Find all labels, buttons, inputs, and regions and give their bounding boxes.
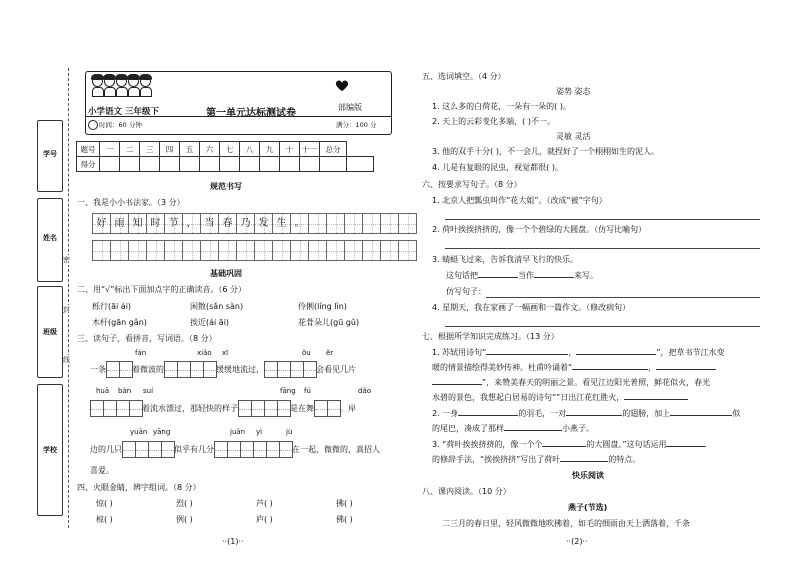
q5-words-1: 姿势 姿态 [556, 87, 591, 96]
q3-line3 [90, 441, 380, 458]
answer-line[interactable] [445, 248, 760, 249]
score-head: 八 [240, 142, 260, 157]
pinyin: suí [143, 387, 154, 395]
edition-label: 部编版 [338, 103, 362, 112]
blank[interactable] [572, 369, 648, 370]
answer-box[interactable] [290, 361, 304, 378]
q7-text: 的修辞手法，“挨挨挤挤”写出了荷叶 [432, 455, 561, 464]
clock-icon [88, 120, 98, 130]
section-kuaile: 快乐阅读 [572, 471, 604, 480]
full-score-label: 满分：100 分 [336, 121, 377, 129]
char-cell [128, 213, 147, 234]
q5-title: 五、选词填空。（4 分） [422, 72, 506, 81]
answer-box[interactable] [135, 441, 149, 458]
q4-title: 四、火眼金睛，辨字组词。（8 分） [77, 483, 201, 492]
char: 发 [258, 218, 269, 229]
q7-text: 1. 苏轼用诗句“ [432, 348, 487, 357]
q7-text: ”，把草书节江水变 [656, 348, 725, 357]
char-cell [92, 213, 111, 234]
char: 时 [150, 218, 161, 229]
char: 当 [204, 218, 215, 229]
q3-text: 一条 [90, 365, 106, 374]
score-cell[interactable] [140, 157, 160, 172]
class-box [37, 286, 63, 378]
q6-item: 1. 北京人把瓢虫叫作“花大姐”。（改成“被”字句） [432, 196, 607, 205]
q3-text: 缓缓地流过， [216, 365, 264, 374]
q7-title: 七、根据所学知识完成练习。（13 分） [422, 332, 559, 341]
answer-box[interactable] [190, 361, 204, 378]
char-cell [164, 213, 183, 234]
practice-grid[interactable] [92, 240, 416, 261]
q6-item: 3. 蜻蜓飞过来，告诉我清早飞行的快乐。 [432, 255, 579, 264]
char: ， [186, 218, 197, 229]
q3-text: 在一起，微微的，真招人 [292, 445, 380, 454]
blank[interactable] [576, 354, 656, 355]
char: 节 [168, 218, 179, 229]
q7-text: 3. “荷叶挨挨挤挤的，像一个个 [432, 440, 543, 449]
blank[interactable] [458, 415, 518, 416]
blank[interactable] [560, 461, 608, 462]
q6-3-text: 当作 [518, 271, 534, 280]
blank[interactable] [432, 384, 482, 385]
answer-box[interactable] [277, 400, 291, 417]
pinyin: dǎo [358, 387, 372, 395]
answer-box[interactable] [327, 400, 341, 417]
q7-text: 2. 一身 [432, 409, 459, 418]
answer-box[interactable] [264, 361, 278, 378]
score-head: 五 [180, 142, 200, 157]
char: 雨 [114, 218, 125, 229]
calligraphy-grid [92, 213, 416, 234]
reading-text: 二三月的春日里，轻风微微地吹拂着，如毛的细雨由天上洒落着，千条 [442, 519, 690, 528]
answer-box[interactable] [103, 400, 117, 417]
blank[interactable] [478, 277, 518, 278]
name-label: 姓名 [43, 234, 57, 242]
blank[interactable] [670, 415, 732, 416]
q7-1-line1: 1. 苏轼用诗句“ ， ”，把草书节江水变 [432, 348, 725, 357]
seal-char-xian: 线 [63, 356, 70, 364]
pinyin: yuān [130, 428, 148, 436]
q6-3-fill [446, 270, 598, 281]
q3-text: 着流水漂过，那轻快的样子 [142, 404, 238, 413]
answer-box[interactable] [164, 361, 178, 378]
score-cell[interactable] [220, 157, 240, 172]
q7-3-line2 [432, 454, 640, 465]
heart-icon [335, 79, 349, 92]
q4-item[interactable]: 庐( ) [256, 515, 273, 524]
answer-box[interactable] [148, 441, 162, 458]
pinyin: fán [135, 349, 147, 357]
score-head: 十一 [300, 142, 320, 157]
q7-1-line4 [432, 392, 688, 403]
score-row-label: 得分 [77, 157, 100, 172]
q6-3-text: 这句话把 [446, 271, 478, 280]
score-head: 六 [200, 142, 220, 157]
answer-box[interactable] [266, 441, 280, 458]
seal-char-feng: 封 [63, 306, 70, 314]
score-head: 九 [260, 142, 280, 157]
q7-text: 似 [732, 409, 741, 418]
blank[interactable] [566, 415, 622, 416]
pinyin: fú [304, 387, 311, 395]
blank[interactable] [624, 399, 688, 400]
answer-box[interactable] [177, 361, 191, 378]
pinyin: yāng [153, 428, 171, 436]
score-head: 四 [160, 142, 180, 157]
char-cell [110, 213, 129, 234]
answer-box[interactable] [90, 400, 104, 417]
answer-box[interactable] [279, 441, 293, 458]
score-head: 一 [100, 142, 120, 157]
q3-text: 会看见几片 [316, 365, 356, 374]
score-cell[interactable] [180, 157, 200, 172]
section-jichu: 基础巩固 [210, 269, 242, 278]
score-cell[interactable] [280, 157, 300, 172]
q4-item[interactable]: 烈( ) [176, 499, 193, 508]
class-label: 班级 [43, 328, 57, 336]
blank[interactable] [504, 430, 562, 431]
pinyin: juān [230, 428, 246, 436]
q7-text: 的特点。 [608, 455, 641, 464]
blank[interactable] [542, 446, 586, 447]
pinyin: yì [256, 428, 263, 436]
student-id-label: 学号 [43, 150, 57, 158]
answer-box[interactable] [264, 400, 278, 417]
q7-3-line1 [432, 439, 706, 450]
subject-label: 小学语文 三年级下 [88, 107, 159, 117]
score-cell[interactable] [320, 157, 347, 172]
q6-item: 4. 星期天，我在家画了一幅画和一篇作文。（修改病句） [432, 303, 631, 312]
char-cell [182, 213, 201, 234]
q7-text: 的羽毛，一对 [518, 409, 567, 418]
answer-line[interactable] [486, 297, 760, 298]
q4-item[interactable]: 拂( ) [336, 499, 353, 508]
reading-title: 燕子(节选) [568, 503, 608, 512]
q7-text: 水碧的景色，我想起白居易的诗句“ [432, 393, 557, 402]
blank[interactable] [534, 277, 574, 278]
q4-item[interactable]: 芦( ) [256, 499, 273, 508]
q4-item[interactable]: 例( ) [176, 515, 193, 524]
q3-line2 [90, 400, 356, 417]
seal-line [68, 68, 69, 528]
q5-item[interactable]: 3. 他的双手十分( )，不一会儿，就捏好了一个栩栩如生的泥人。 [432, 147, 659, 156]
answer-box[interactable] [129, 400, 143, 417]
q3-line4: 喜爱。 [90, 466, 114, 475]
q3-line1 [90, 361, 356, 378]
q4-item[interactable]: 佛( ) [336, 515, 353, 524]
score-cell[interactable] [200, 157, 220, 172]
answer-box[interactable] [251, 400, 265, 417]
char-cell [218, 213, 237, 234]
answer-box[interactable] [106, 361, 120, 378]
q2-item[interactable]: 挨近(ái āi) [190, 318, 230, 327]
pinyin: bàn [118, 387, 132, 395]
answer-box[interactable] [203, 361, 217, 378]
answer-box[interactable] [240, 441, 254, 458]
name-box [37, 198, 63, 282]
answer-box[interactable] [119, 361, 133, 378]
answer-box[interactable] [122, 441, 136, 458]
pinyin: xī [222, 349, 229, 357]
answer-box[interactable] [314, 400, 328, 417]
pinyin: huā [96, 387, 110, 395]
q7-text: 的大圆盘。”这句话运用 [586, 440, 667, 449]
q7-text: ”日出江花红胜火， [556, 393, 625, 402]
pinyin: fāng [280, 387, 296, 395]
q2-title: 二、用“√”标出下面加点字的正确读音。（6 分） [77, 285, 247, 294]
answer-box[interactable] [277, 361, 291, 378]
q7-text: 暖的情景描绘得美妙传神。杜甫吟诵着“ [432, 363, 573, 372]
char-cell [272, 213, 291, 234]
char-cell [200, 213, 219, 234]
q5-item[interactable]: 2. 天上的云彩变化多端，( )不一。 [432, 117, 555, 126]
char: 好 [96, 218, 107, 229]
char: 春 [222, 218, 233, 229]
char-cell [290, 213, 309, 234]
q3-text: 边的几只 [90, 445, 122, 454]
q6-title: 六、按要求写句子。（8 分） [422, 180, 522, 189]
answer-box[interactable] [238, 400, 252, 417]
answer-line[interactable] [445, 219, 760, 220]
score-cell[interactable] [100, 157, 120, 172]
q2-item[interactable]: 伶俐(líng lìn) [298, 302, 347, 311]
score-cell[interactable] [120, 157, 140, 172]
pinyin: jù [286, 428, 293, 436]
page-number-1: ··(1)·· [222, 537, 244, 546]
q3-text: 着微波的 [132, 365, 164, 374]
exam-title: 第一单元达标测试卷 [206, 108, 296, 119]
q7-text: ”，来赞美春天的明丽之景。看见江边阳光普照，鲜花似火，春光 [482, 378, 711, 387]
q1-title: 一、我是小小书法家。（3 分） [77, 198, 185, 207]
score-head: 题号 [77, 142, 100, 157]
answer-box[interactable] [227, 441, 241, 458]
q5-words-2: 灵敏 灵活 [556, 132, 591, 141]
time-label: 时间：60 分钟 [99, 121, 142, 129]
score-table [76, 141, 374, 172]
char: 知 [132, 218, 143, 229]
q7-1-line3 [432, 377, 710, 388]
answer-line[interactable] [445, 326, 760, 327]
q6-item: 2. 荷叶挨挨挤挤的，像一个个碧绿的大圆盘。（仿写比喻句） [432, 225, 647, 234]
q7-text: 小燕子。 [562, 424, 594, 433]
blank[interactable] [666, 446, 706, 447]
q2-item[interactable]: 闲散(sǎn sàn) [190, 302, 244, 311]
seal-char-mi: 密 [63, 256, 70, 264]
q6-3-text: 来写。 [574, 271, 598, 280]
blank[interactable] [486, 354, 568, 355]
answer-box[interactable] [214, 441, 228, 458]
q2-item[interactable]: 木杆(gān gǎn) [92, 318, 147, 327]
q3-text: 似乎有几分 [174, 445, 214, 454]
score-cell[interactable] [347, 157, 374, 172]
q3-title: 三、读句子，看拼音，写词语。（8 分） [77, 334, 217, 343]
score-head: 二 [120, 142, 140, 157]
student-id-box [37, 120, 63, 192]
answer-box[interactable] [303, 361, 317, 378]
section-guifan: 规范书写 [210, 182, 242, 191]
score-head: 七 [220, 142, 240, 157]
q7-2-line1 [432, 408, 740, 419]
q5-item[interactable]: 4. 儿是有复眼的昆虫，视觉都很( )。 [432, 163, 563, 172]
q5-item[interactable]: 1. 这么多的白荷花，一朵有一朵的( )。 [432, 102, 571, 111]
q7-text: 的尾巴，凑成了那样 [432, 424, 504, 433]
char: 生 [276, 218, 287, 229]
answer-box[interactable] [253, 441, 267, 458]
pinyin: ǒu [302, 349, 311, 357]
q3-text: 。岸 [340, 404, 356, 413]
char-cell [254, 213, 273, 234]
blank[interactable] [656, 369, 716, 370]
q4-item[interactable]: 惊( ) [96, 499, 113, 508]
q7-text: 的翅膀，加上 [622, 409, 671, 418]
score-cell[interactable] [160, 157, 180, 172]
answer-box[interactable] [116, 400, 130, 417]
school-label: 学校 [43, 446, 57, 454]
score-head: 十 [280, 142, 300, 157]
answer-box[interactable] [161, 441, 175, 458]
q3-text: 是在舞 [290, 404, 314, 413]
score-head: 三 [140, 142, 160, 157]
page-number-2: ··(2)·· [566, 537, 588, 546]
char: 。 [294, 218, 305, 229]
pinyin: xiǎo [197, 349, 212, 357]
q2-item[interactable]: 栎行(āi ái) [92, 302, 132, 311]
q7-2-line2 [432, 423, 594, 434]
q8-title: 八、课内阅读。（10 分） [422, 487, 511, 496]
q2-item[interactable]: 花骨朵儿(gū gǔ) [298, 318, 360, 327]
school-box [37, 384, 63, 516]
char-cell [236, 213, 255, 234]
char: 乃 [240, 218, 251, 229]
score-cell[interactable] [300, 157, 320, 172]
q4-item[interactable]: 椋( ) [96, 515, 113, 524]
score-head: 总分 [320, 142, 347, 157]
q7-1-line2: 暖的情景描绘得美妙传神。杜甫吟诵着“ ， [432, 362, 716, 373]
score-cell[interactable] [260, 157, 280, 172]
q6-3-imitate: 仿写句子： [446, 287, 486, 296]
pinyin: ěr [326, 349, 334, 357]
char-cell [146, 213, 165, 234]
score-cell[interactable] [240, 157, 260, 172]
